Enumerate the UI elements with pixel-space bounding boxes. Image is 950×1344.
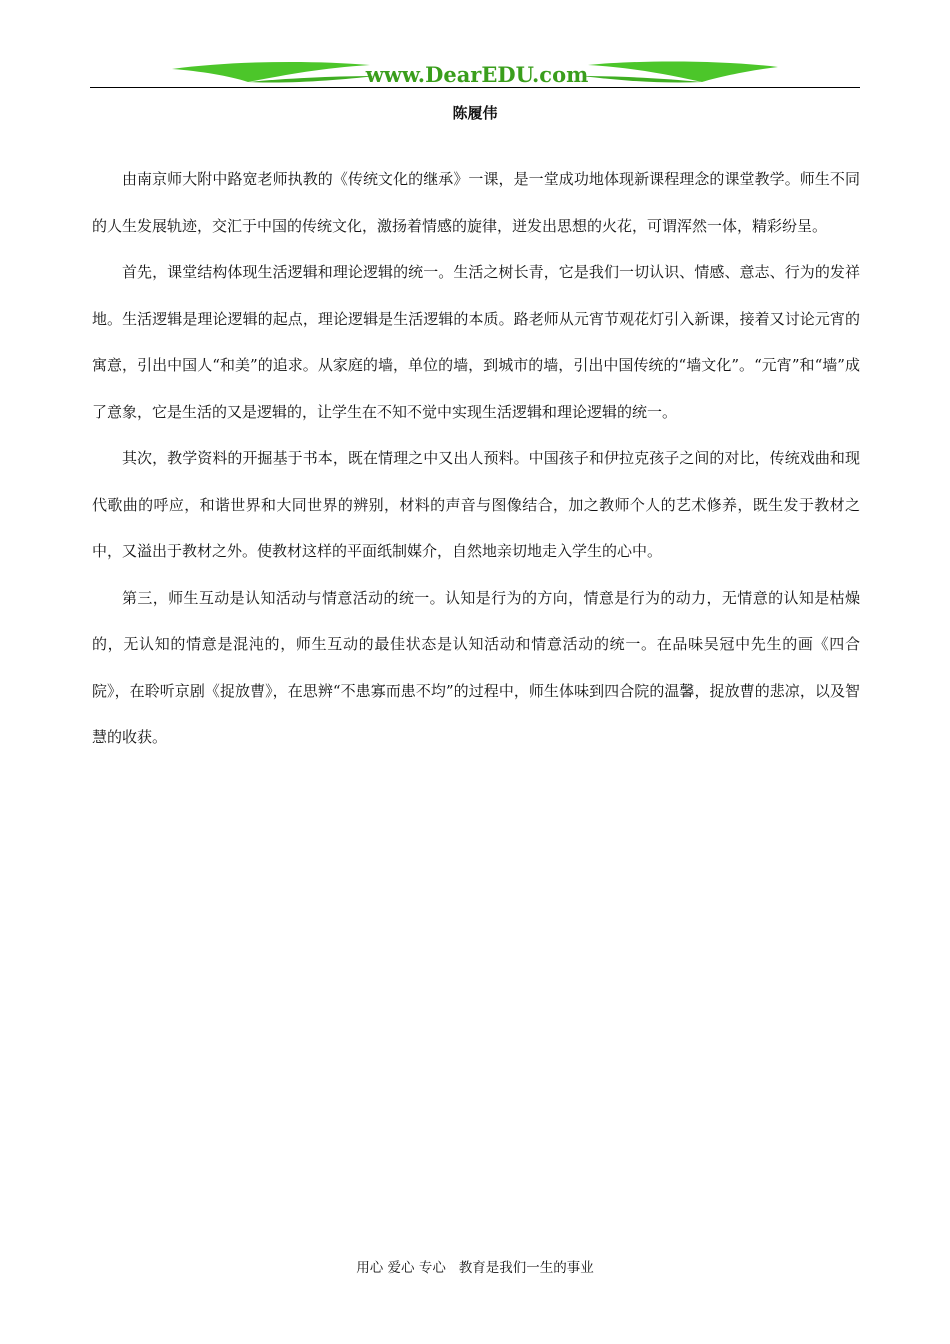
footer-motto: 用心 爱心 专心 教育是我们一生的事业: [356, 1260, 594, 1276]
author-name: 陈履伟: [452, 104, 498, 122]
paragraph-third-point: 第三，师生互动是认知活动与情意活动的统一。认知是行为的方向，情意是行为的动力，无情意的认知是枯燥的，无认知的情意是混沌的，师生互动的最佳状态是认知活动和情意活动的统一。在品味吴冠中先生的画《四合院》，在聆听京剧《捉放曹》，在思辨“不患寡而患不均”的过程中，师生体味到四合院的温馨，捉放曹的悲凉，以及智慧的收获。: [92, 588, 860, 746]
page-header: [90, 56, 860, 90]
header-divider: [90, 87, 860, 88]
article-body: [92, 156, 860, 761]
paragraph-second-point: 其次，教学资料的开掘基于书本，既在情理之中又出人预料。中国孩子和伊拉克孩子之间的对比，传统戏曲和现代歌曲的呼应，和谐世界和大同世界的辨别，材料的声音与图像结合，加之教师个人的艺术修养，既生发于教材之中，又溢出于教材之外。使教材这样的平面纸制媒介，自然地亲切地走入学生的心中。: [92, 449, 860, 560]
site-url-logo: www.DearEDU.com: [365, 62, 589, 87]
paragraph-intro: 由南京师大附中路宽老师执教的《传统文化的继承》一课，是一堂成功地体现新课程理念的课堂教学。师生不同的人生发展轨迹，交汇于中国的传统文化，激扬着情感的旋律，迸发出思想的火花，可谓浑然一体，精彩纷呈。: [92, 170, 860, 235]
paragraph-first-point: 首先，课堂结构体现生活逻辑和理论逻辑的统一。生活之树长青，它是我们一切认识、情感、意志、行为的发祥地。生活逻辑是理论逻辑的起点，理论逻辑是生活逻辑的本质。路老师从元宵节观花灯引入新课，接着又讨论元宵的寓意，引出中国人“和美”的追求。从家庭的墙，单位的墙，到城市的墙，引出中国传统的“墙文化”。“元宵”和“墙”成了意象，它是生活的又是逻辑的，让学生在不知不觉中实现生活逻辑和理论逻辑的统一。: [92, 263, 860, 421]
site-banner-logo: [170, 56, 780, 88]
